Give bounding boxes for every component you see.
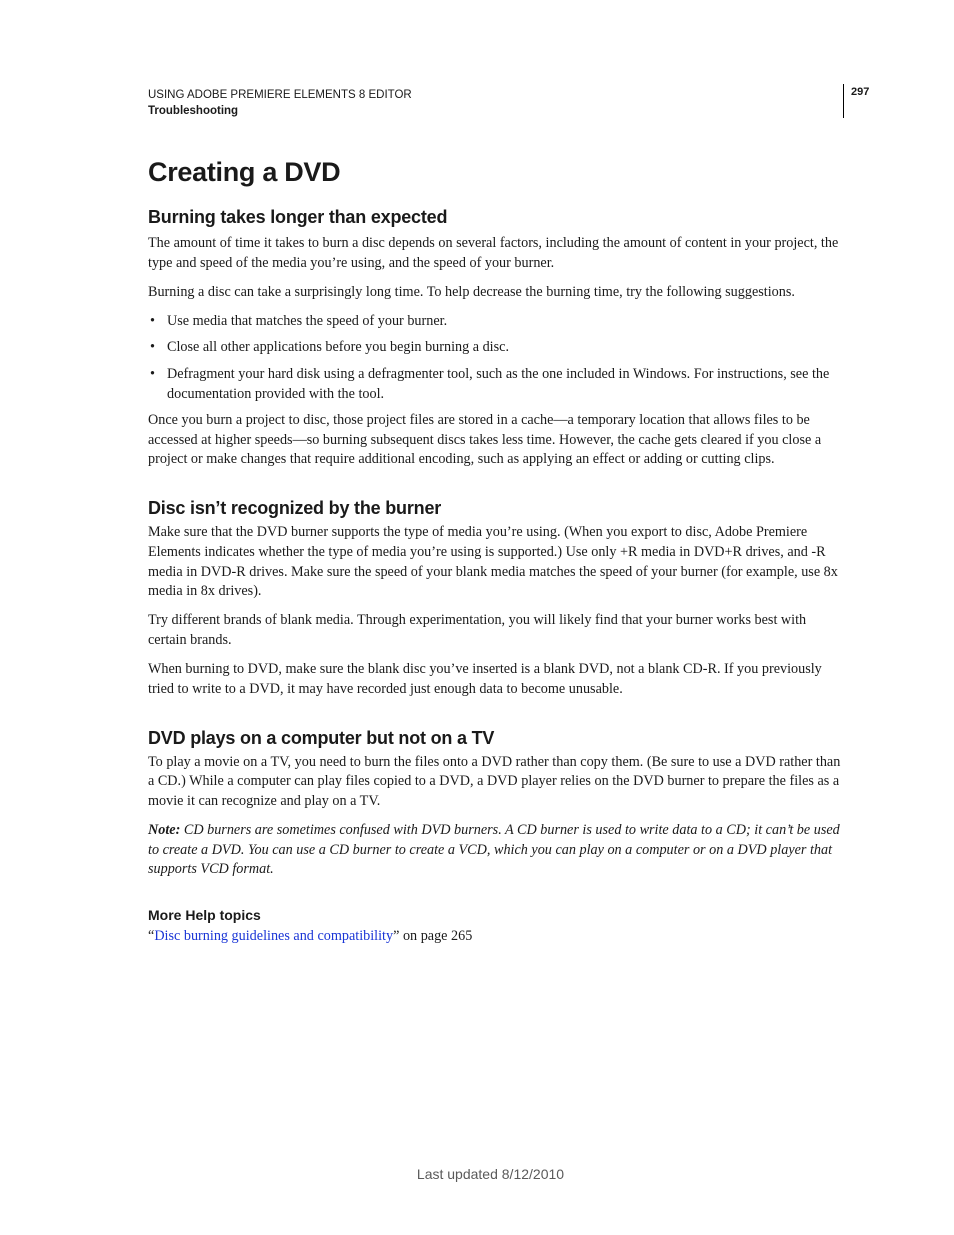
- heading-burning-longer: Burning takes longer than expected: [148, 207, 448, 227]
- footer-last-updated: Last updated 8/12/2010: [416, 1166, 565, 1182]
- list-item: [148, 365, 842, 404]
- note-label: Note:: [148, 821, 181, 838]
- open-quote: “: [148, 928, 155, 945]
- bullet: •: [150, 312, 155, 329]
- list-item: [148, 312, 842, 332]
- note-text: CD burners are sometimes confused with DVD burners. A CD burner is used to write data to a CD; it can’t be used to create a DVD. You can use a CD burner to create a VCD, which you can play on a computer or on a DVD player that supports VCD format.: [148, 821, 840, 878]
- list-item-text: Use media that matches the speed of your burner.: [167, 312, 448, 329]
- page-title: Creating a DVD: [148, 157, 341, 187]
- plays-paragraph-1: To play a movie on a TV, you need to burn the files onto a DVD rather than copy them. (Be sure to use a DVD rather than a CD.) While a computer can play files copied to a DVD, a DVD player relies on the DVD burner to prepare the files as a movie it can recognize and play on a TV.: [148, 753, 841, 809]
- header-divider: [843, 84, 844, 118]
- bullet: •: [150, 339, 155, 356]
- burning-paragraph-3: Once you burn a project to disc, those project files are stored in a cache—a temporary location that allows files to be accessed at higher speeds—so burning subsequent discs takes less time. However, the cache gets cleared if you close a project or make changes that require additional encoding, such as applying an effect or adding or cutting clips.: [148, 412, 822, 468]
- list-item: [148, 338, 842, 358]
- recognized-paragraph-1: Make sure that the DVD burner supports the type of media you’re using. (When you export to disc, Adobe Premiere Elements indicates whether the type of media you’re using is supported.) Use only +R media in DVD+R drives, and -R media in DVD-R drives. Make sure the speed of your blank media matches the speed of your burner (for example, use 8x media in 8x drives).: [148, 524, 838, 600]
- burning-paragraph-1: The amount of time it takes to burn a disc depends on several factors, including the amount of content in your project, the type and speed of the media you’re using, and the speed of your burner.: [148, 235, 839, 271]
- list-item-text: Close all other applications before you begin burning a disc.: [167, 339, 509, 356]
- book-title: USING ADOBE PREMIERE ELEMENTS 8 EDITOR: [148, 89, 412, 101]
- bullet: •: [150, 365, 155, 382]
- heading-dvd-plays-computer: DVD plays on a computer but not on a TV: [148, 727, 495, 748]
- burning-paragraph-2: Burning a disc can take a surprisingly long time. To help decrease the burning time, try the following suggestions.: [148, 283, 795, 300]
- note-paragraph: [148, 821, 842, 880]
- section-name: Troubleshooting: [148, 105, 239, 117]
- link-suffix: ” on page 265: [393, 928, 473, 945]
- recognized-paragraph-2: Try different brands of blank media. Through experimentation, you will likely find that your burner works best with certain brands.: [148, 612, 807, 648]
- page-number: 297: [851, 86, 870, 98]
- page-content: [148, 150, 842, 956]
- list-item-text: Defragment your hard disk using a defragmenter tool, such as the one included in Windows. For instructions, see the documentation provided with the tool.: [167, 365, 830, 402]
- disc-burning-guidelines-link[interactable]: Disc burning guidelines and compatibility: [154, 928, 394, 945]
- recognized-paragraph-3: When burning to DVD, make sure the blank disc you’ve inserted is a blank DVD, not a blank CD-R. If you previously tried to write to a DVD, it may have recorded just enough data to become unusable.: [148, 661, 822, 697]
- burning-suggestions-list: [148, 312, 842, 404]
- more-help-heading: More Help topics: [148, 907, 261, 924]
- running-header: [148, 87, 412, 119]
- more-help-entry: [148, 927, 842, 947]
- heading-disc-not-recognized: Disc isn’t recognized by the burner: [148, 498, 442, 519]
